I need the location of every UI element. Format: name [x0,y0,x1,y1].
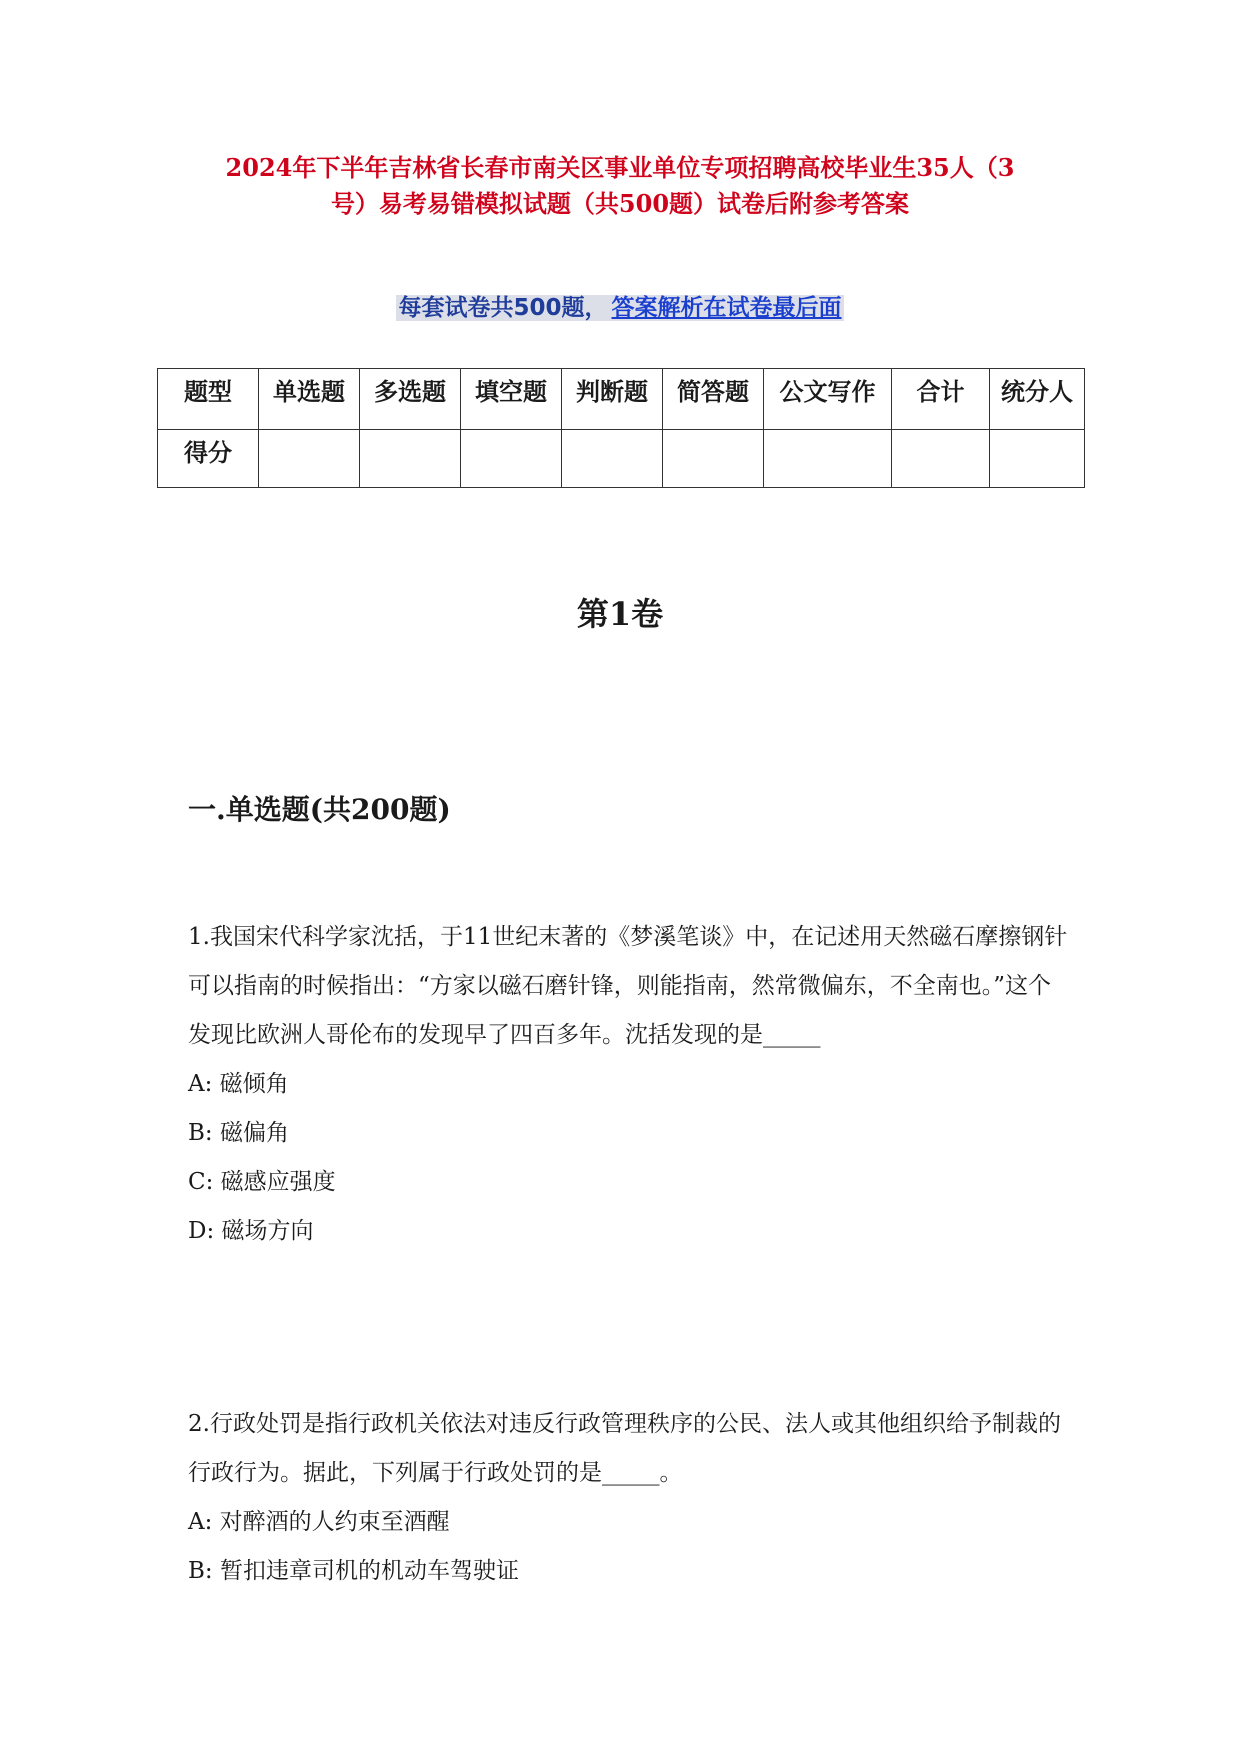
score-cell[interactable] [562,430,663,488]
question-1 [188,913,1068,1256]
answer-notice [0,293,1240,323]
title-line-1: 2024年下半年吉林省长春市南关区事业单位专项招聘高校毕业生35人（3 [225,153,1015,182]
section-title: 一.单选题(共200题) [188,793,451,826]
option-a: A: 磁倾角 [188,1071,289,1097]
header-cell: 合计 [892,369,990,430]
score-cell[interactable] [892,430,990,488]
question-2 [188,1400,1068,1596]
row-label-cell: 得分 [158,430,259,488]
header-cell: 简答题 [663,369,764,430]
header-cell: 填空题 [461,369,562,430]
score-cell[interactable] [990,430,1085,488]
option-a: A: 对醉酒的人约束至酒醒 [188,1509,450,1535]
score-cell[interactable] [360,430,461,488]
option-c: C: 磁感应强度 [188,1169,336,1195]
option-d: D: 磁场方向 [188,1218,314,1244]
header-cell: 多选题 [360,369,461,430]
score-cell[interactable] [764,430,892,488]
header-cell: 统分人 [990,369,1085,430]
score-table-score-row [158,430,1085,488]
exam-title [150,150,1090,222]
notice-text: 每套试卷共500题， [398,295,608,321]
answer-link[interactable]: 答案解析在试卷最后面 [611,295,842,321]
score-cell[interactable] [259,430,360,488]
header-cell: 公文写作 [764,369,892,430]
header-cell: 题型 [158,369,259,430]
score-table-header-row [158,369,1085,430]
score-cell[interactable] [663,430,764,488]
score-cell[interactable] [461,430,562,488]
title-line-2: 号）易考易错模拟试题（共500题）试卷后附参考答案 [330,189,910,218]
question-stem: 1.我国宋代科学家沈括，于11世纪末著的《梦溪笔谈》中，在记述用天然磁石摩擦钢针可以指南的时候指出：“方家以磁石磨针锋，则能指南，然常微偏东，不全南也。”这个发现比欧洲人哥伦布的发现早了四百多年。沈括发现的是_____ [188,924,1068,1048]
header-cell: 判断题 [562,369,663,430]
option-b: B: 暂扣违章司机的机动车驾驶证 [188,1558,519,1584]
score-table [157,368,1085,488]
question-stem: 2.行政处罚是指行政机关依法对违反行政管理秩序的公民、法人或其他组织给予制裁的行政行为。据此，下列属于行政处罚的是_____。 [188,1411,1061,1486]
volume-title: 第1卷 [576,595,664,633]
option-b: B: 磁偏角 [188,1120,289,1146]
header-cell: 单选题 [259,369,360,430]
